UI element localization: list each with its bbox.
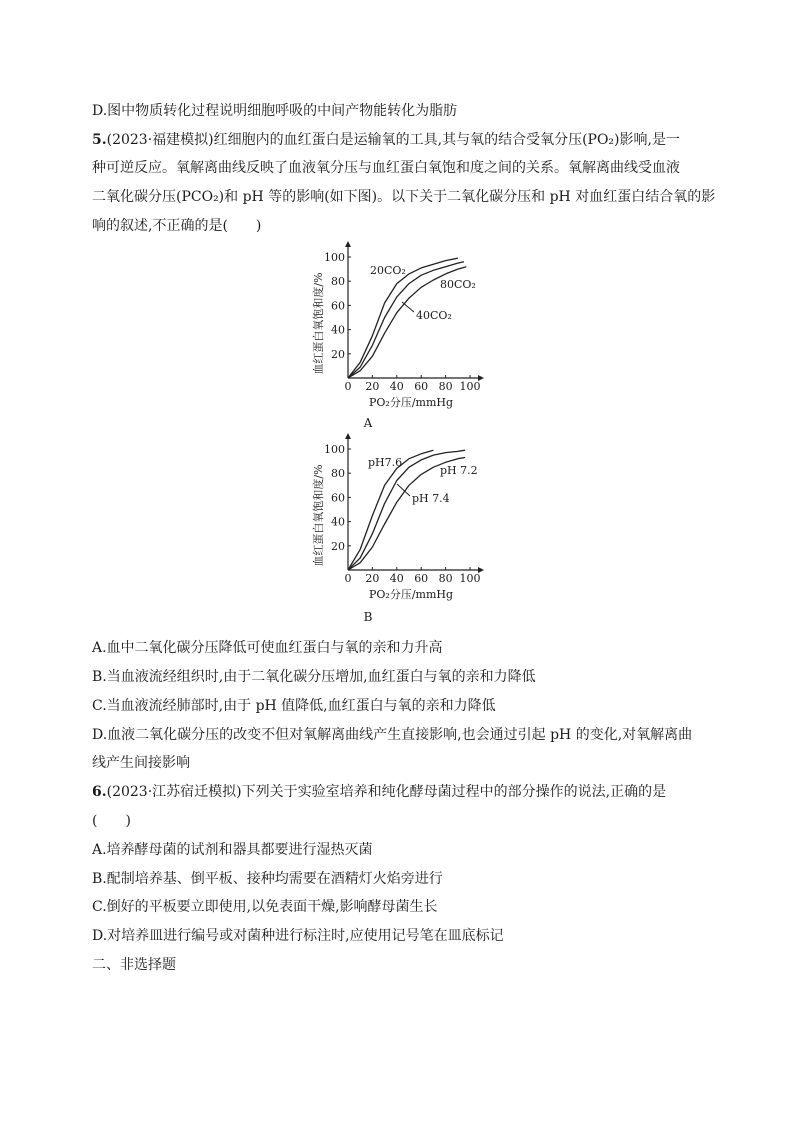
y-tick-label: 60	[331, 491, 345, 505]
chart-a	[300, 240, 500, 410]
series-label: pH 7.2	[440, 464, 478, 477]
q5-option-b: B.当血液流经组织时,由于二氧化碳分压增加,血红蛋白与氧的亲和力降低	[92, 669, 536, 685]
q4-option-d: D.图中物质转化过程说明细胞呼吸的中间产物能转化为脂肪	[92, 103, 458, 119]
y-tick-label: 20	[331, 539, 345, 553]
section-heading: 二、非选择题	[92, 957, 176, 973]
series-label: pH 7.4	[412, 492, 450, 505]
x-tick-label: 80	[438, 572, 453, 585]
q6-option-c: C.倒好的平板要立即使用,以免表面干燥,影响酵母菌生长	[92, 899, 438, 915]
q5-option-a: A.血中二氧化碳分压降低可使血红蛋白与氧的亲和力升高	[92, 640, 443, 656]
y-axis-label: 血红蛋白氧饱和度/%	[312, 272, 325, 375]
q5-stem-line-4: 响的叙述,不正确的是( )	[92, 218, 262, 234]
series-label: 20CO₂	[370, 264, 406, 277]
x-tick-label: 100	[459, 380, 481, 393]
q5-stem-line-3: 二氧化碳分压(PCO₂)和 pH 等的影响(如下图)。以下关于二氧化碳分压和 pH 对血红蛋白结合氧的影	[92, 189, 716, 205]
q6-stem-line-2: ( )	[92, 813, 131, 829]
q6-option-d: D.对培养皿进行编号或对菌种进行标注时,应使用记号笔在皿底标记	[92, 928, 504, 944]
chart-b-caption: B	[363, 610, 373, 624]
q5-stem-line-2: 种可逆反应。氧解离曲线反映了血液氧分压与血红蛋白氧饱和度之间的关系。氧解离曲线受血液	[92, 160, 680, 176]
y-tick-label: 40	[331, 515, 345, 529]
x-axis-label: PO₂分压/mmHg	[368, 396, 454, 409]
q5-stem-text-1: (2023·福建模拟)红细胞内的血红蛋白是运输氧的工具,其与氧的结合受氧分压(PO₂)影响,是一	[106, 132, 680, 148]
x-tick-label: 20	[365, 380, 380, 393]
series-label: pH7.6	[368, 456, 403, 469]
chart-b	[300, 432, 500, 604]
y-tick-label: 20	[331, 347, 345, 361]
series-label: 80CO₂	[440, 278, 476, 291]
x-tick-label: 60	[414, 572, 429, 585]
y-tick-label: 60	[331, 299, 345, 313]
y-tick-label: 80	[331, 467, 345, 481]
q6-option-a: A.培养酵母菌的试剂和器具都要进行湿热灭菌	[92, 842, 373, 858]
x-tick-label: 20	[365, 572, 380, 585]
y-axis-label: 血红蛋白氧饱和度/%	[312, 464, 325, 567]
q6-number: 6.	[92, 784, 107, 800]
x-tick-label: 80	[438, 380, 453, 393]
y-tick-label: 40	[331, 323, 345, 337]
x-tick-label: 40	[389, 380, 404, 393]
chart-a-caption: A	[363, 416, 373, 430]
x-tick-label: 0	[344, 572, 352, 585]
q5-option-d-line-1: D.血液二氧化碳分压的改变不但对氧解离曲线产生直接影响,也会通过引起 pH 的变化,对氧解离曲	[92, 727, 693, 743]
q6-stem-text-1: (2023·江苏宿迁模拟)下列关于实验室培养和纯化酵母菌过程中的部分操作的说法,正确的是	[106, 784, 667, 800]
y-tick-label: 100	[324, 443, 345, 456]
q6-stem-line-1	[92, 782, 666, 802]
q5-number: 5.	[92, 132, 107, 148]
x-tick-label: 40	[389, 572, 404, 585]
q5-option-d-line-2: 线产生间接影响	[92, 755, 190, 771]
q5-stem-line-1	[92, 130, 680, 150]
x-tick-label: 100	[459, 572, 481, 585]
x-tick-label: 0	[344, 380, 352, 393]
y-axis-arrow	[345, 241, 351, 247]
y-tick-label: 100	[324, 251, 345, 264]
q5-option-c: C.当血液流经肺部时,由于 pH 值降低,血红蛋白与氧的亲和力降低	[92, 698, 496, 714]
x-axis-label: PO₂分压/mmHg	[368, 588, 454, 601]
y-axis-arrow	[345, 433, 351, 439]
q6-option-b: B.配制培养基、倒平板、接种均需要在酒精灯火焰旁进行	[92, 871, 443, 887]
y-tick-label: 80	[331, 275, 345, 289]
series-label: 40CO₂	[416, 309, 452, 322]
x-tick-label: 60	[414, 380, 429, 393]
